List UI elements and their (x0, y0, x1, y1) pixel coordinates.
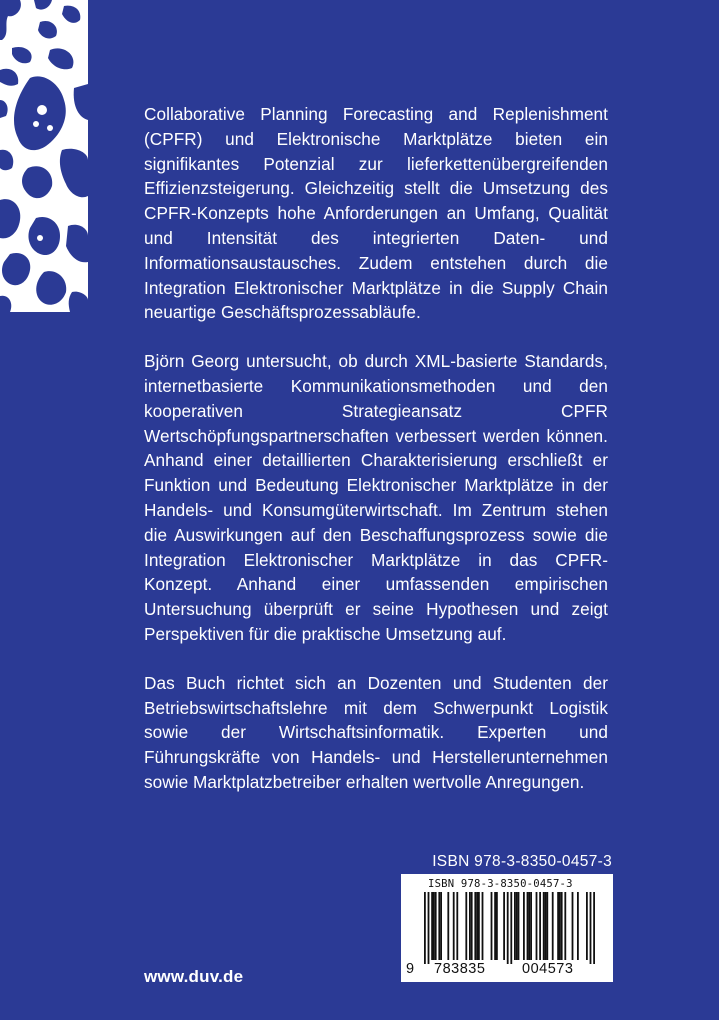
barcode-bar-40 (572, 892, 574, 960)
barcode-bar-34 (546, 892, 548, 960)
barcode-bar-37 (559, 892, 561, 960)
barcode-bar-8 (453, 892, 455, 960)
barcode-bar-35 (552, 892, 554, 960)
barcode-bar-25 (518, 892, 520, 960)
barcode-bar-2 (431, 892, 433, 960)
barcode-bar-29 (530, 892, 532, 960)
barcode-bar-6 (440, 892, 442, 960)
barcode-bar-16 (482, 892, 484, 960)
barcode-isbn-label: ISBN 978-3-8350-0457-3 (428, 878, 573, 890)
barcode-bar-23 (514, 892, 516, 960)
barcode-bar-17 (491, 892, 493, 960)
barcode-bar-19 (496, 892, 498, 960)
barcode-bar-0 (424, 892, 426, 964)
barcode-bar-43 (590, 892, 592, 964)
barcode-bar-41 (577, 892, 579, 960)
barcode-bar-3 (433, 892, 435, 960)
barcode-first-digit: 9 (406, 961, 415, 977)
barcode-bar-9 (456, 892, 458, 960)
barcode-bar-20 (503, 892, 505, 960)
barcode-bar-36 (557, 892, 559, 960)
barcode-bar-10 (465, 892, 467, 960)
barcode-bar-44 (593, 892, 595, 964)
barcode-bar-38 (561, 892, 563, 960)
barcode-bar-42 (586, 892, 588, 960)
barcode-bar-4 (435, 892, 437, 960)
publisher-website: www.duv.de (144, 967, 244, 986)
barcode-bar-14 (476, 892, 478, 960)
barcode-bar-13 (474, 892, 476, 960)
isbn-number: ISBN 978-3-8350-0457-3 (432, 853, 612, 870)
barcode-bar-24 (516, 892, 518, 960)
barcode-right-group: 004573 (522, 961, 574, 977)
barcode-bar-12 (471, 892, 473, 960)
description-paragraph-1: Collaborative Planning Forecasting and Replenishment (CPFR) und Elektronische Marktplätze bieten ein signifikantes Potenzial zur lieferkettenübergreifenden Effizienzsteigerung. Gleichzeitig stellt die Umsetzung des CPFR-Konzepts hohe Anforderungen an Umfang, Qualität und Intensität des integrierten Daten- und Informationsaustausches. Zudem entstehen durch die Integration Elektronischer Marktplätze in die Supply Chain neuartige Geschäftsprozessabläufe. (144, 104, 608, 323)
barcode-bar-26 (523, 892, 525, 960)
description-paragraph-3: Das Buch richtet sich an Dozenten und Studenten der Betriebswirtschaftslehre mit dem Schwerpunkt Logistik sowie der Wirtschaftsinformatik. Experten und Führungskräfte von Handels- und Herstellerunternehmen sowie Marktplatzbetreiber erhalten wertvolle Anregungen. (144, 672, 608, 792)
barcode-bar-27 (527, 892, 529, 960)
barcode-bar-30 (536, 892, 538, 960)
description-paragraph-2: Björn Georg untersucht, ob durch XML-basierte Standards, internetbasierte Kommunikationsmethoden und den kooperativen Strategieansatz CPFR Wertschöpfungspartnerschaften verbessert werden können. Anhand einer detaillierten Charakterisierung erschließt er Funktion und Bedeutung Elektronischer Marktplätze in der Handels- und Konsumgüterwirtschaft. Im Zentrum stehen die Auswirkungen auf den Beschaffungsprozess sowie die Integration Elektronischer Marktplätze in das CPFR-Konzept. Anhand einer umfassenden empirischen Untersuchung überprüft er seine Hypothesen und zeigt Perspektiven für die praktische Umsetzung auf. (144, 351, 608, 644)
barcode-bar-31 (539, 892, 541, 960)
barcode-bar-21 (507, 892, 509, 964)
world-map-icon (0, 0, 88, 312)
barcode-bar-18 (494, 892, 496, 960)
barcode-bar-32 (543, 892, 545, 960)
barcode-bar-7 (447, 892, 449, 960)
barcode-bar-1 (428, 892, 430, 964)
barcode-bar-39 (564, 892, 566, 960)
barcode-bar-11 (469, 892, 471, 960)
barcode-bar-28 (528, 892, 530, 960)
barcode-left-group: 783835 (434, 961, 486, 977)
book-description (144, 102, 608, 819)
barcode-bar-22 (510, 892, 512, 964)
barcode-bar-15 (478, 892, 480, 960)
barcode-bar-33 (545, 892, 547, 960)
barcode-bars (402, 892, 612, 964)
isbn-barcode (401, 874, 613, 982)
barcode-bar-5 (438, 892, 440, 960)
